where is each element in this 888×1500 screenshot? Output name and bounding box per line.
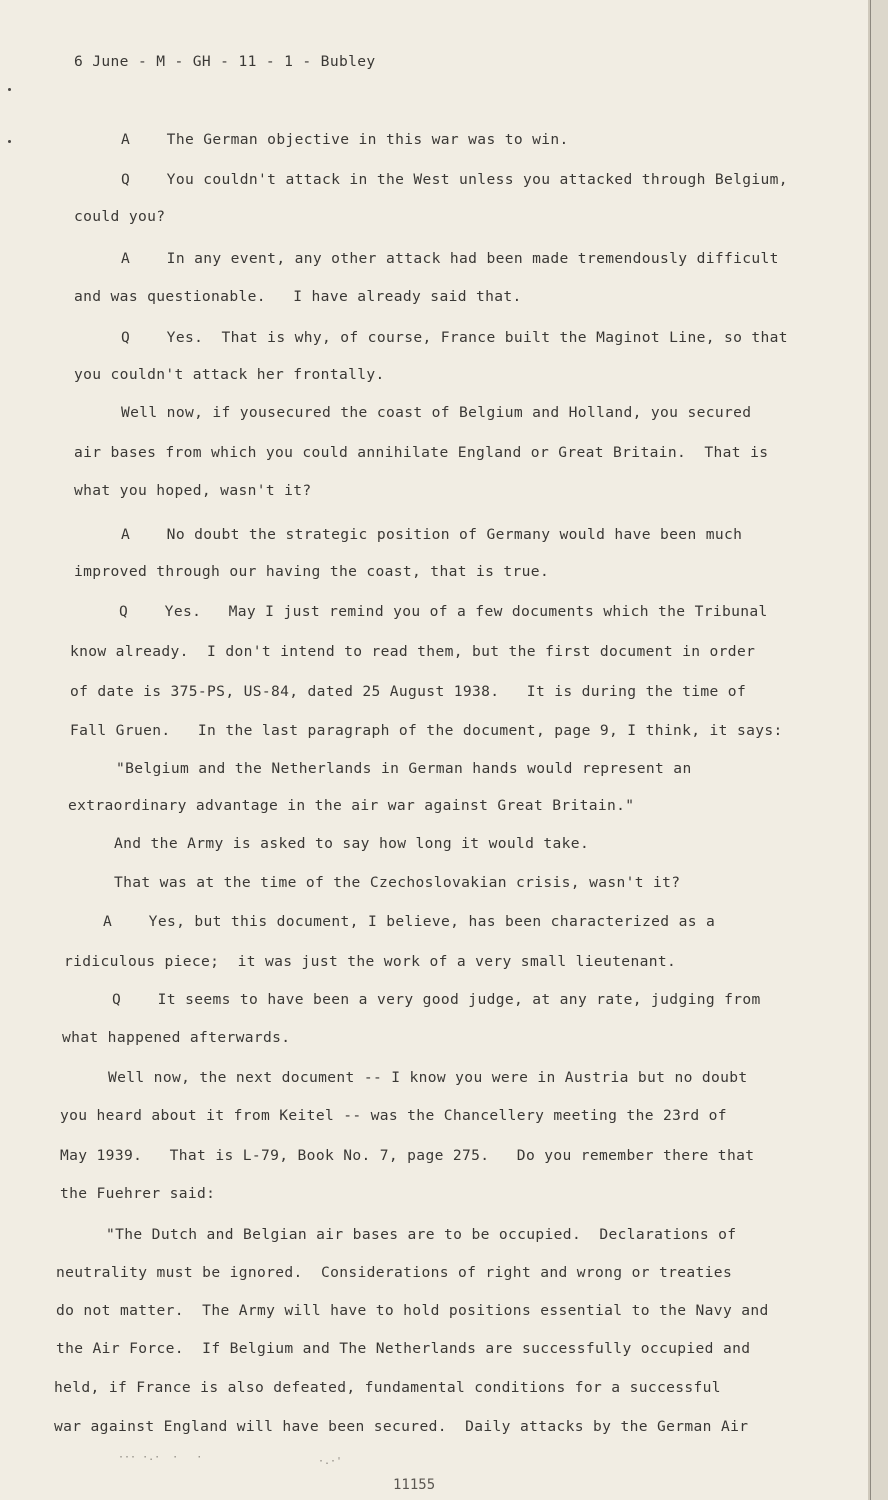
page-edge — [870, 0, 888, 1500]
text-line: "Belgium and the Netherlands in German hands would represent an — [116, 760, 692, 777]
text-line: May 1939. That is L-79, Book No. 7, page 275. Do you remember there that — [60, 1147, 755, 1164]
text-line: what you hoped, wasn't it? — [74, 482, 312, 499]
text-line: improved through our having the coast, that is true. — [74, 563, 550, 580]
text-line: and was questionable. I have already said that. — [74, 288, 522, 305]
text-line: Q Yes. That is why, of course, France built the Maginot Line, so that — [121, 329, 788, 346]
text-line: the Fuehrer said: — [60, 1185, 216, 1202]
text-line: you heard about it from Keitel -- was the Chancellery meeting the 23rd of — [60, 1107, 727, 1124]
text-line: held, if France is also defeated, fundamental conditions for a successful — [54, 1379, 721, 1396]
text-line: Well now, the next document -- I know you were in Austria but no doubt — [108, 1069, 748, 1086]
text-line: the Air Force. If Belgium and The Netherlands are successfully occupied and — [56, 1340, 751, 1357]
text-line: A In any event, any other attack had been made tremendously difficult — [121, 250, 779, 267]
text-line: "The Dutch and Belgian air bases are to be occupied. Declarations of — [106, 1226, 737, 1243]
ink-smudge: ·.·' — [318, 1456, 343, 1467]
text-line: And the Army is asked to say how long it would take. — [114, 835, 590, 852]
ink-smudge: ··· ·.· · · — [118, 1452, 203, 1463]
text-line: A No doubt the strategic position of Germany would have been much — [121, 526, 743, 543]
text-line: know already. I don't intend to read them, but the first document in order — [70, 643, 756, 660]
text-line: Q Yes. May I just remind you of a few documents which the Tribunal — [119, 603, 768, 620]
page-number: 11155 — [393, 1477, 436, 1493]
text-line: war against England will have been secured. Daily attacks by the German Air — [54, 1418, 749, 1435]
text-line: could you? — [74, 208, 166, 225]
text-line: extraordinary advantage in the air war against Great Britain." — [68, 797, 635, 814]
text-line: A The German objective in this war was to win. — [121, 131, 569, 148]
text-line: Q You couldn't attack in the West unless you attacked through Belgium, — [121, 171, 788, 188]
text-line: A Yes, but this document, I believe, has been characterized as a — [103, 913, 716, 930]
text-line: you couldn't attack her frontally. — [74, 366, 385, 383]
text-line: air bases from which you could annihilate England or Great Britain. That is — [74, 444, 769, 461]
text-line: Fall Gruen. In the last paragraph of the document, page 9, I think, it says: — [70, 722, 783, 739]
text-line: That was at the time of the Czechoslovakian crisis, wasn't it? — [114, 874, 681, 891]
text-line: what happened afterwards. — [62, 1029, 291, 1046]
text-line: do not matter. The Army will have to hold positions essential to the Navy and — [56, 1302, 769, 1319]
text-line: Well now, if yousecured the coast of Belgium and Holland, you secured — [121, 404, 752, 421]
text-line: Q It seems to have been a very good judge, at any rate, judging from — [112, 991, 761, 1008]
document-header: 6 June - M - GH - 11 - 1 - Bubley — [74, 53, 376, 70]
text-line: of date is 375-PS, US-84, dated 25 August 1938. It is during the time of — [70, 683, 747, 700]
punch-mark — [8, 88, 11, 91]
text-line: neutrality must be ignored. Considerations of right and wrong or treaties — [56, 1264, 733, 1281]
punch-mark — [8, 140, 11, 143]
text-line: ridiculous piece; it was just the work of a very small lieutenant. — [64, 953, 677, 970]
